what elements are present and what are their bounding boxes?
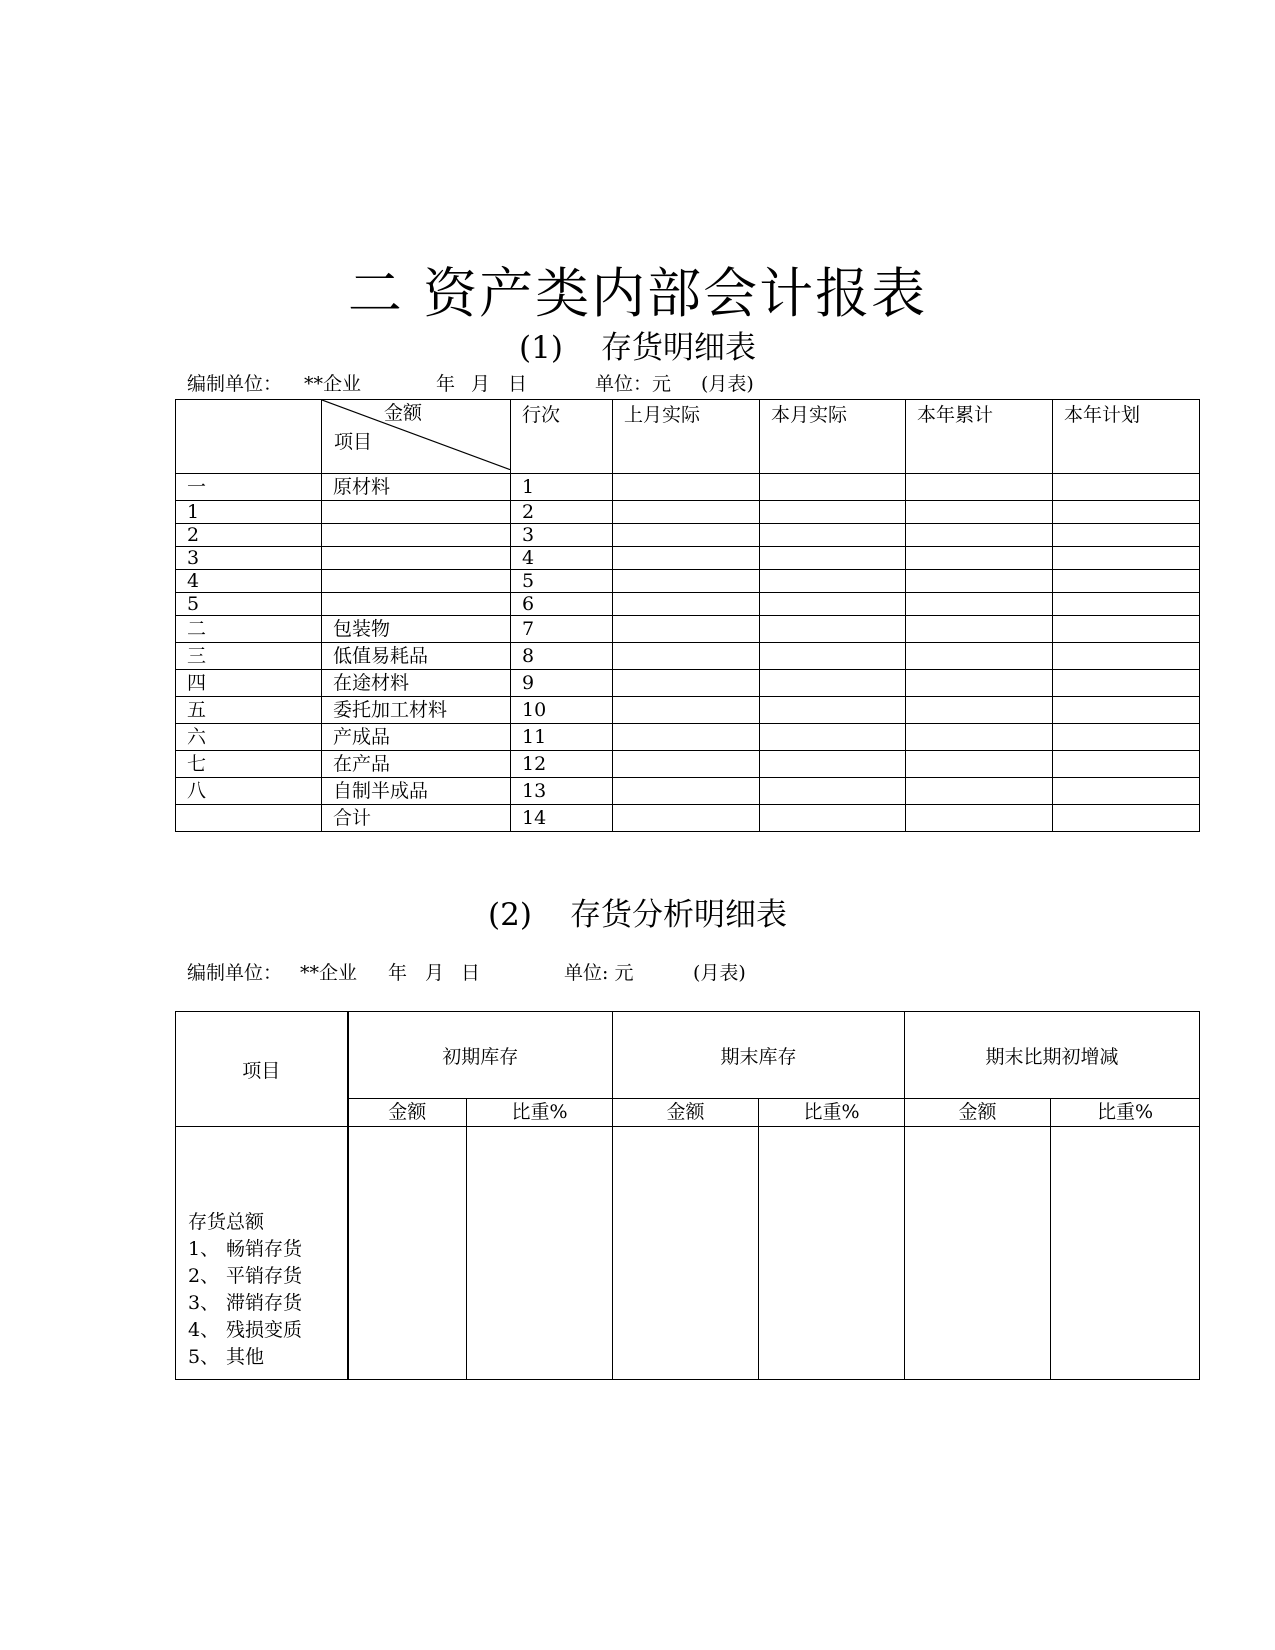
table-cell <box>613 547 760 570</box>
table-cell <box>906 724 1053 751</box>
list-item <box>188 1317 302 1344</box>
table-cell <box>760 670 906 697</box>
amount-header: 金额 <box>348 1099 467 1127</box>
table1-number: (1) <box>519 330 563 366</box>
table-cell <box>1053 724 1200 751</box>
table-cell <box>905 1127 1051 1380</box>
table-cell <box>759 1127 905 1380</box>
list-item-index: 2、 <box>188 1265 220 1287</box>
row-item <box>322 593 511 616</box>
table-cell <box>906 570 1053 593</box>
table-cell <box>760 570 906 593</box>
table1-title <box>0 328 1275 368</box>
table-cell <box>613 593 760 616</box>
table-cell <box>906 616 1053 643</box>
inventory-analysis-table <box>175 1011 1200 1380</box>
table2-meta-unit-value: **企业 <box>300 962 358 984</box>
table1-meta-unit-label: 编制单位： <box>187 373 283 395</box>
row-item <box>322 501 511 524</box>
table-cell <box>760 474 906 501</box>
table1-title-text: 存货明细表 <box>600 330 756 366</box>
row-item <box>322 547 511 570</box>
ratio-header: 比重% <box>1051 1099 1200 1127</box>
table-cell <box>1053 643 1200 670</box>
row-index: 4 <box>176 570 322 593</box>
table-cell <box>1053 501 1200 524</box>
row-index: 5 <box>176 593 322 616</box>
row-item: 包装物 <box>322 616 511 643</box>
row-line-number: 5 <box>511 570 613 593</box>
row-line-number: 2 <box>511 501 613 524</box>
table-cell <box>760 501 906 524</box>
row-index: 2 <box>176 524 322 547</box>
row-line-number: 8 <box>511 643 613 670</box>
table-cell <box>760 778 906 805</box>
table-row <box>176 501 1200 524</box>
table-cell <box>906 805 1053 832</box>
table-cell <box>760 643 906 670</box>
table-cell <box>348 1127 467 1380</box>
table-cell <box>1053 670 1200 697</box>
row-line-number: 13 <box>511 778 613 805</box>
table-cell <box>613 524 760 547</box>
table-cell <box>760 524 906 547</box>
table2-meta-day: 日 <box>461 962 481 984</box>
table-cell <box>906 670 1053 697</box>
table-cell <box>906 593 1053 616</box>
table-cell <box>760 751 906 778</box>
table1-diagonal-header <box>322 400 511 474</box>
table-cell <box>906 697 1053 724</box>
table1-meta-day: 日 <box>508 373 528 395</box>
table-row <box>176 751 1200 778</box>
list-item <box>188 1290 302 1317</box>
table-row <box>176 643 1200 670</box>
table1-col-header: 行次 <box>511 400 613 474</box>
table2-meta-period: (月表) <box>693 962 746 984</box>
table-cell <box>906 501 1053 524</box>
table2-meta-currency: 单位: 元 <box>564 962 634 984</box>
list-item <box>188 1209 302 1236</box>
row-index: 三 <box>176 643 322 670</box>
table2-header-row <box>176 1012 1200 1099</box>
row-index <box>176 805 322 832</box>
ratio-header: 比重% <box>759 1099 905 1127</box>
diag-bottom-label: 项目 <box>334 431 373 453</box>
row-index: 五 <box>176 697 322 724</box>
table-cell <box>613 1127 759 1380</box>
table-row <box>176 697 1200 724</box>
table-cell <box>906 474 1053 501</box>
table-cell <box>906 643 1053 670</box>
table-cell <box>760 697 906 724</box>
row-item: 在产品 <box>322 751 511 778</box>
row-line-number: 10 <box>511 697 613 724</box>
row-line-number: 7 <box>511 616 613 643</box>
table-cell <box>760 805 906 832</box>
row-item: 合计 <box>322 805 511 832</box>
table2-item-header: 项目 <box>176 1012 348 1127</box>
table2-group-header: 初期库存 <box>348 1012 613 1099</box>
table-cell <box>906 778 1053 805</box>
table2-title <box>0 895 1275 935</box>
table2-group-header: 期末库存 <box>613 1012 905 1099</box>
table-cell <box>1053 524 1200 547</box>
table-cell <box>1051 1127 1200 1380</box>
table-row <box>176 670 1200 697</box>
table-cell <box>467 1127 613 1380</box>
row-item: 低值易耗品 <box>322 643 511 670</box>
table-cell <box>1053 697 1200 724</box>
table2-meta-year: 年 <box>388 962 408 984</box>
amount-header: 金额 <box>613 1099 759 1127</box>
table-row <box>176 805 1200 832</box>
inventory-detail-table <box>175 399 1200 832</box>
row-line-number: 4 <box>511 547 613 570</box>
table-row <box>176 570 1200 593</box>
row-item: 产成品 <box>322 724 511 751</box>
list-item <box>188 1263 302 1290</box>
table-row <box>176 616 1200 643</box>
list-item-label: 残损变质 <box>226 1319 303 1341</box>
page-title: 二 资产类内部会计报表 <box>347 262 928 325</box>
table-cell <box>906 547 1053 570</box>
list-item <box>188 1344 302 1371</box>
row-index: 八 <box>176 778 322 805</box>
list-item-label: 畅销存货 <box>226 1238 303 1260</box>
table1-meta-unit-value: **企业 <box>304 373 362 395</box>
list-item-index: 5、 <box>188 1346 220 1368</box>
table-cell <box>760 593 906 616</box>
table1-header-blank <box>176 400 322 474</box>
table-row <box>176 524 1200 547</box>
table-cell <box>613 570 760 593</box>
row-index: 1 <box>176 501 322 524</box>
table-cell <box>1053 616 1200 643</box>
table1-meta-period: (月表) <box>701 373 754 395</box>
row-line-number: 12 <box>511 751 613 778</box>
row-item: 在途材料 <box>322 670 511 697</box>
table-cell <box>613 643 760 670</box>
table-cell <box>613 751 760 778</box>
table-row <box>176 547 1200 570</box>
table-cell <box>906 524 1053 547</box>
row-index: 3 <box>176 547 322 570</box>
row-line-number: 14 <box>511 805 613 832</box>
list-item-label: 滞销存货 <box>226 1292 303 1314</box>
table1-meta-currency: 单位：元 <box>595 373 672 395</box>
table2-number: (2) <box>488 897 532 933</box>
table2-item-list <box>188 1209 302 1371</box>
list-item-label: 存货总额 <box>188 1211 265 1233</box>
list-item-index: 4、 <box>188 1319 220 1341</box>
row-line-number: 11 <box>511 724 613 751</box>
table-cell <box>1053 778 1200 805</box>
row-index: 七 <box>176 751 322 778</box>
diag-top-label: 金额 <box>384 402 423 424</box>
table2-meta-unit-label: 编制单位： <box>187 962 283 984</box>
row-item: 原材料 <box>322 474 511 501</box>
row-line-number: 3 <box>511 524 613 547</box>
table-cell <box>1053 751 1200 778</box>
ratio-header: 比重% <box>467 1099 613 1127</box>
table-cell <box>613 670 760 697</box>
table-cell <box>613 805 760 832</box>
row-item: 自制半成品 <box>322 778 511 805</box>
table2-meta-month: 月 <box>425 962 445 984</box>
row-index: 二 <box>176 616 322 643</box>
table-cell <box>613 474 760 501</box>
table1-col-header: 本年计划 <box>1053 400 1200 474</box>
table1-col-header: 本年累计 <box>906 400 1053 474</box>
table-cell <box>760 724 906 751</box>
table-cell <box>613 697 760 724</box>
amount-header: 金额 <box>905 1099 1051 1127</box>
table2-item-list-cell <box>176 1127 348 1380</box>
row-index: 一 <box>176 474 322 501</box>
row-item: 委托加工材料 <box>322 697 511 724</box>
table-row <box>176 474 1200 501</box>
table-cell <box>1053 805 1200 832</box>
table2-body-row <box>176 1127 1200 1380</box>
table-cell <box>1053 474 1200 501</box>
row-line-number: 9 <box>511 670 613 697</box>
row-line-number: 6 <box>511 593 613 616</box>
table-row <box>176 724 1200 751</box>
table-cell <box>760 616 906 643</box>
row-index: 四 <box>176 670 322 697</box>
table1-meta-year: 年 <box>436 373 456 395</box>
table1-header-row <box>176 400 1200 474</box>
table1-meta-month: 月 <box>471 373 491 395</box>
list-item-label: 平销存货 <box>226 1265 303 1287</box>
row-item <box>322 570 511 593</box>
table-row <box>176 593 1200 616</box>
table2-title-text: 存货分析明细表 <box>569 897 787 933</box>
list-item <box>188 1236 302 1263</box>
row-item <box>322 524 511 547</box>
table-cell <box>760 547 906 570</box>
list-item-index: 1、 <box>188 1238 220 1260</box>
table-cell <box>1053 593 1200 616</box>
list-item-label: 其他 <box>226 1346 265 1368</box>
table1-col-header: 上月实际 <box>613 400 760 474</box>
table-cell <box>613 724 760 751</box>
table-cell <box>1053 547 1200 570</box>
row-index: 六 <box>176 724 322 751</box>
table1-col-header: 本月实际 <box>760 400 906 474</box>
list-item-index: 3、 <box>188 1292 220 1314</box>
table-cell <box>613 778 760 805</box>
table-cell <box>613 616 760 643</box>
table-cell <box>613 501 760 524</box>
table2-group-header: 期末比期初增减 <box>905 1012 1200 1099</box>
table-cell <box>906 751 1053 778</box>
table-cell <box>1053 570 1200 593</box>
table-row <box>176 778 1200 805</box>
row-line-number: 1 <box>511 474 613 501</box>
